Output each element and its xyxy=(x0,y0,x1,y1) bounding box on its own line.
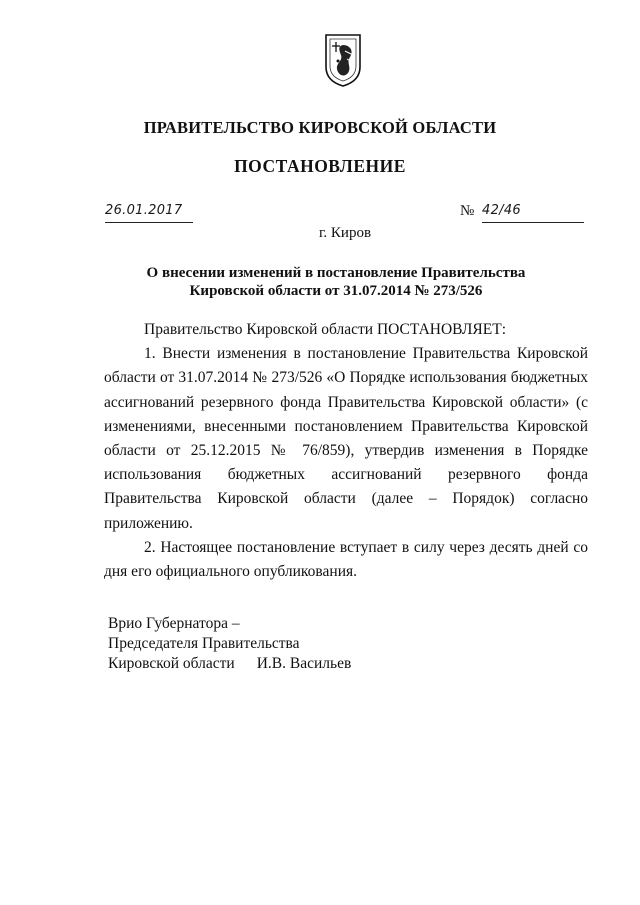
kirov-oblast-coat-of-arms-icon xyxy=(323,33,363,87)
resolution-item-2: 2. Настоящее постановление вступает в силу через десять дней со дня его официального опубликования. xyxy=(104,538,588,581)
signature-block xyxy=(108,614,351,674)
document-subject xyxy=(120,264,552,300)
subject-line-2: Кировской области от 31.07.2014 № 273/526 xyxy=(189,283,483,299)
signature-title-line-1: Врио Губернатора – xyxy=(108,615,240,632)
signature-region: Кировской области xyxy=(108,655,235,672)
document-body xyxy=(104,318,588,584)
document-type-title: ПОСТАНОВЛЕНИЕ xyxy=(234,156,406,176)
resolution-intro: Правительство Кировской области ПОСТАНОВЛЯЕТ: xyxy=(144,321,507,338)
signature-title-line-2: Председателя Правительства xyxy=(108,635,300,652)
document-number: 42/46 xyxy=(482,203,521,218)
subject-line-1: О внесении изменений в постановление Правительства xyxy=(146,265,526,281)
number-label: № xyxy=(460,203,475,219)
document-number-field xyxy=(482,202,584,223)
document-date: 26.01.2017 xyxy=(105,203,183,218)
document-date-field xyxy=(105,202,193,223)
signature-title-line-3 xyxy=(108,654,351,674)
signatory-name: И.В. Васильев xyxy=(256,655,352,672)
organization-title: ПРАВИТЕЛЬСТВО КИРОВСКОЙ ОБЛАСТИ xyxy=(143,118,497,137)
resolution-item-1: 1. Внести изменения в постановление Правительства Кировской области от 31.07.2014 № 273/526 «О Порядке использования бюджетных ассигнований резервного фонда Правительства Кировской области» (с изменениями, внесенными постановлением Правительства Кировской области от 25.12.2015 № 76/859), утвердив изменения в Порядке использования бюджетных ассигнований резервного фонда Правительства Кировской области (далее – Порядок) согласно приложению. xyxy=(104,345,588,532)
city-label: г. Киров xyxy=(318,225,372,241)
